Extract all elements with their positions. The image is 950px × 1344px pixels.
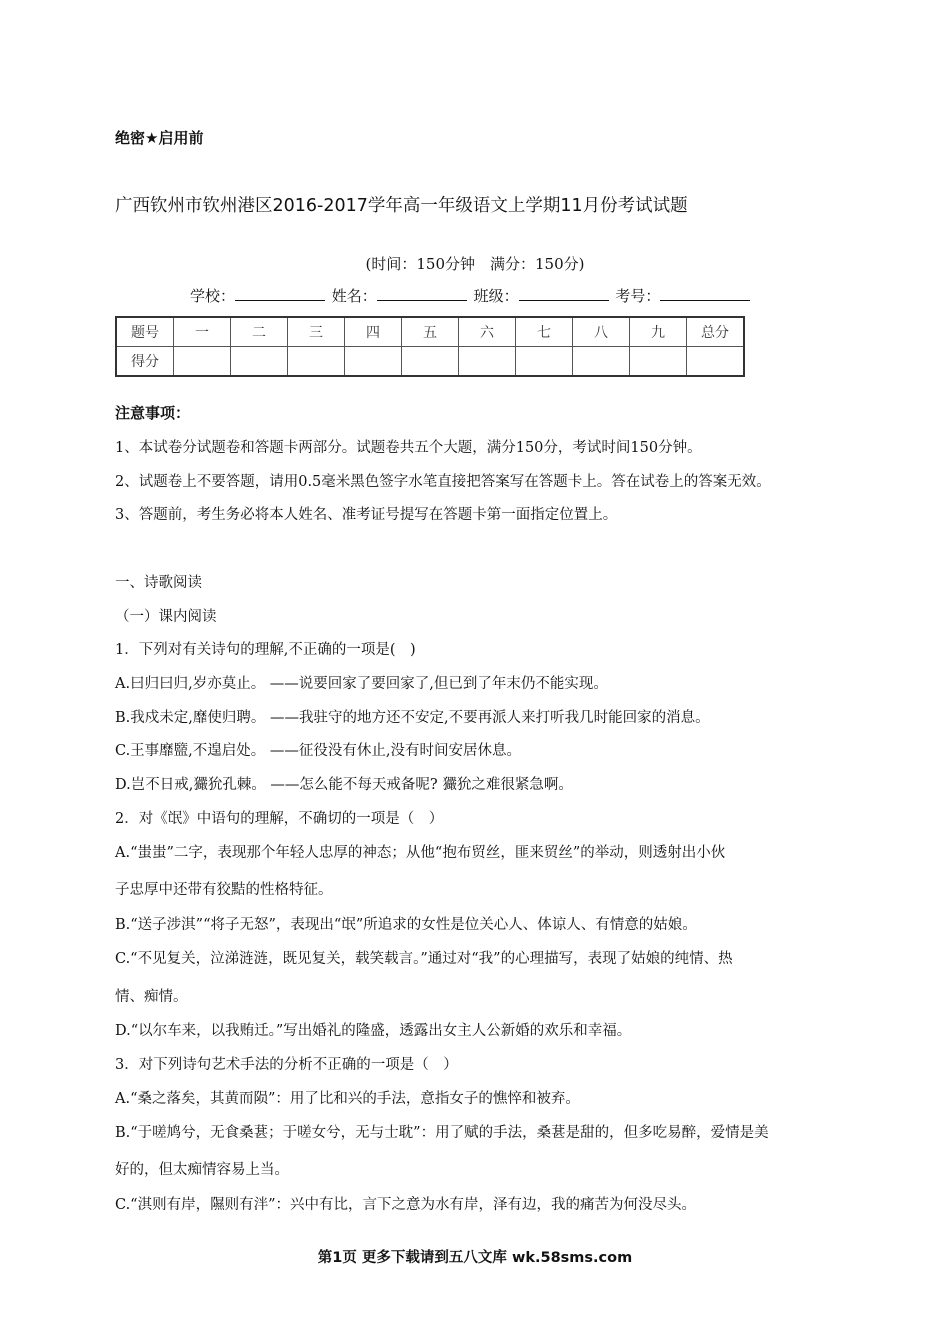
score-header-cell: 五: [402, 317, 459, 347]
question-line: 1．下列对有关诗句的理解,不正确的一项是( ): [115, 642, 416, 658]
name-label: 姓名：: [331, 287, 377, 305]
note-item: 2、试题卷上不要答题，请用0.5毫米黑色签字水笔直接把答案写在答题卡上。答在试卷上的答案无效。: [115, 474, 771, 490]
exam-number-blank[interactable]: [660, 286, 750, 301]
score-cell[interactable]: [231, 347, 288, 377]
option-line: C.“淇则有岸，隰则有泮”：兴中有比，言下之意为水有岸，泽有边，我的痛苦为何没尽头。: [115, 1197, 697, 1213]
option-line: D.岂不日戒,玁狁孔棘。 ——怎么能不每天戒备呢? 玁狁之难很紧急啊。: [115, 777, 573, 793]
option-line-continued: 好的，但太痴情容易上当。: [115, 1162, 289, 1178]
score-table-score-row: [116, 347, 744, 377]
score-header-cell: 四: [345, 317, 402, 347]
option-line: D.“以尔车来，以我贿迁。”写出婚礼的隆盛，透露出女主人公新婚的欢乐和幸福。: [115, 1023, 632, 1039]
score-table-header-row: [116, 317, 744, 347]
time-score-line: (时间：150分钟 满分：150分): [365, 255, 585, 273]
score-header-cell: 总分: [687, 317, 745, 347]
question-line: 2．对《氓》中语句的理解，不确切的一项是（ ）: [115, 811, 444, 827]
exam-number-label: 考号：: [615, 287, 661, 305]
exam-title: 广西钦州市钦州港区2016-2017学年高一年级语文上学期11月份考试试题: [115, 196, 688, 216]
note-item: 1、本试卷分试题卷和答题卡两部分。试题卷共五个大题，满分150分，考试时间150分钟。: [115, 440, 702, 456]
option-line-continued: 情、痴情。: [115, 989, 188, 1005]
score-header-cell: 二: [231, 317, 288, 347]
option-line: A.“蚩蚩”二字，表现那个年轻人忠厚的神态；从他“抱布贸丝，匪来贸丝”的举动，则透射出小伙: [115, 845, 726, 861]
score-header-cell: 一: [174, 317, 231, 347]
score-header-cell: 九: [630, 317, 687, 347]
score-cell[interactable]: [459, 347, 516, 377]
subsection-heading: （一）课内阅读: [115, 609, 217, 625]
score-cell[interactable]: [402, 347, 459, 377]
score-cell[interactable]: [516, 347, 573, 377]
option-line: C.“不见复关，泣涕涟涟，既见复关，载笑载言。”通过对“我”的心理描写，表现了姑娘的纯情、热: [115, 951, 733, 967]
class-label: 班级：: [473, 287, 519, 305]
option-line-continued: 子忠厚中还带有狡黠的性格特征。: [115, 882, 333, 898]
score-cell[interactable]: [288, 347, 345, 377]
question-line: 3．对下列诗句艺术手法的分析不正确的一项是（ ）: [115, 1057, 458, 1073]
score-cell[interactable]: [630, 347, 687, 377]
section-heading: 一、诗歌阅读: [115, 575, 202, 591]
score-header-cell: 题号: [116, 317, 174, 347]
score-table: [115, 316, 745, 377]
score-header-cell: 八: [573, 317, 630, 347]
confidential-label: 绝密★启用前: [115, 129, 204, 147]
score-cell[interactable]: [174, 347, 231, 377]
note-item: 3、答题前，考生务必将本人姓名、准考证号提写在答题卡第一面指定位置上。: [115, 507, 618, 523]
score-header-cell: 七: [516, 317, 573, 347]
score-cell[interactable]: [345, 347, 402, 377]
name-blank[interactable]: [377, 286, 467, 301]
class-blank[interactable]: [519, 286, 609, 301]
option-line: A.“桑之落矣，其黄而陨”：用了比和兴的手法，意指女子的憔悴和被弃。: [115, 1091, 580, 1107]
score-header-cell: 三: [288, 317, 345, 347]
student-info-fields: [190, 285, 752, 306]
option-line: A.曰归曰归,岁亦莫止。 ——说要回家了要回家了,但已到了年末仍不能实现。: [115, 676, 608, 692]
page-footer: 第1页 更多下载请到五八文库 wk.58sms.com: [317, 1250, 633, 1266]
school-label: 学校：: [190, 287, 236, 305]
score-cell[interactable]: [687, 347, 745, 377]
option-line: B.“送子涉淇”“将子无怒”，表现出“氓”所追求的女性是位关心人、体谅人、有情意的姑娘。: [115, 917, 697, 933]
option-line: B.我戍未定,靡使归聘。 ——我驻守的地方还不安定,不要再派人来打听我几时能回家的消息。: [115, 710, 710, 726]
notes-title: 注意事项：: [115, 404, 191, 422]
score-cell[interactable]: [573, 347, 630, 377]
score-header-cell: 六: [459, 317, 516, 347]
score-row-label: 得分: [116, 347, 174, 377]
option-line: C.王事靡盬,不遑启处。 ——征役没有休止,没有时间安居休息。: [115, 743, 522, 759]
school-blank[interactable]: [235, 286, 325, 301]
option-line: B.“于嗟鸠兮，无食桑葚；于嗟女兮，无与士耽”：用了赋的手法，桑葚是甜的，但多吃易醉，爱情是美: [115, 1125, 769, 1141]
